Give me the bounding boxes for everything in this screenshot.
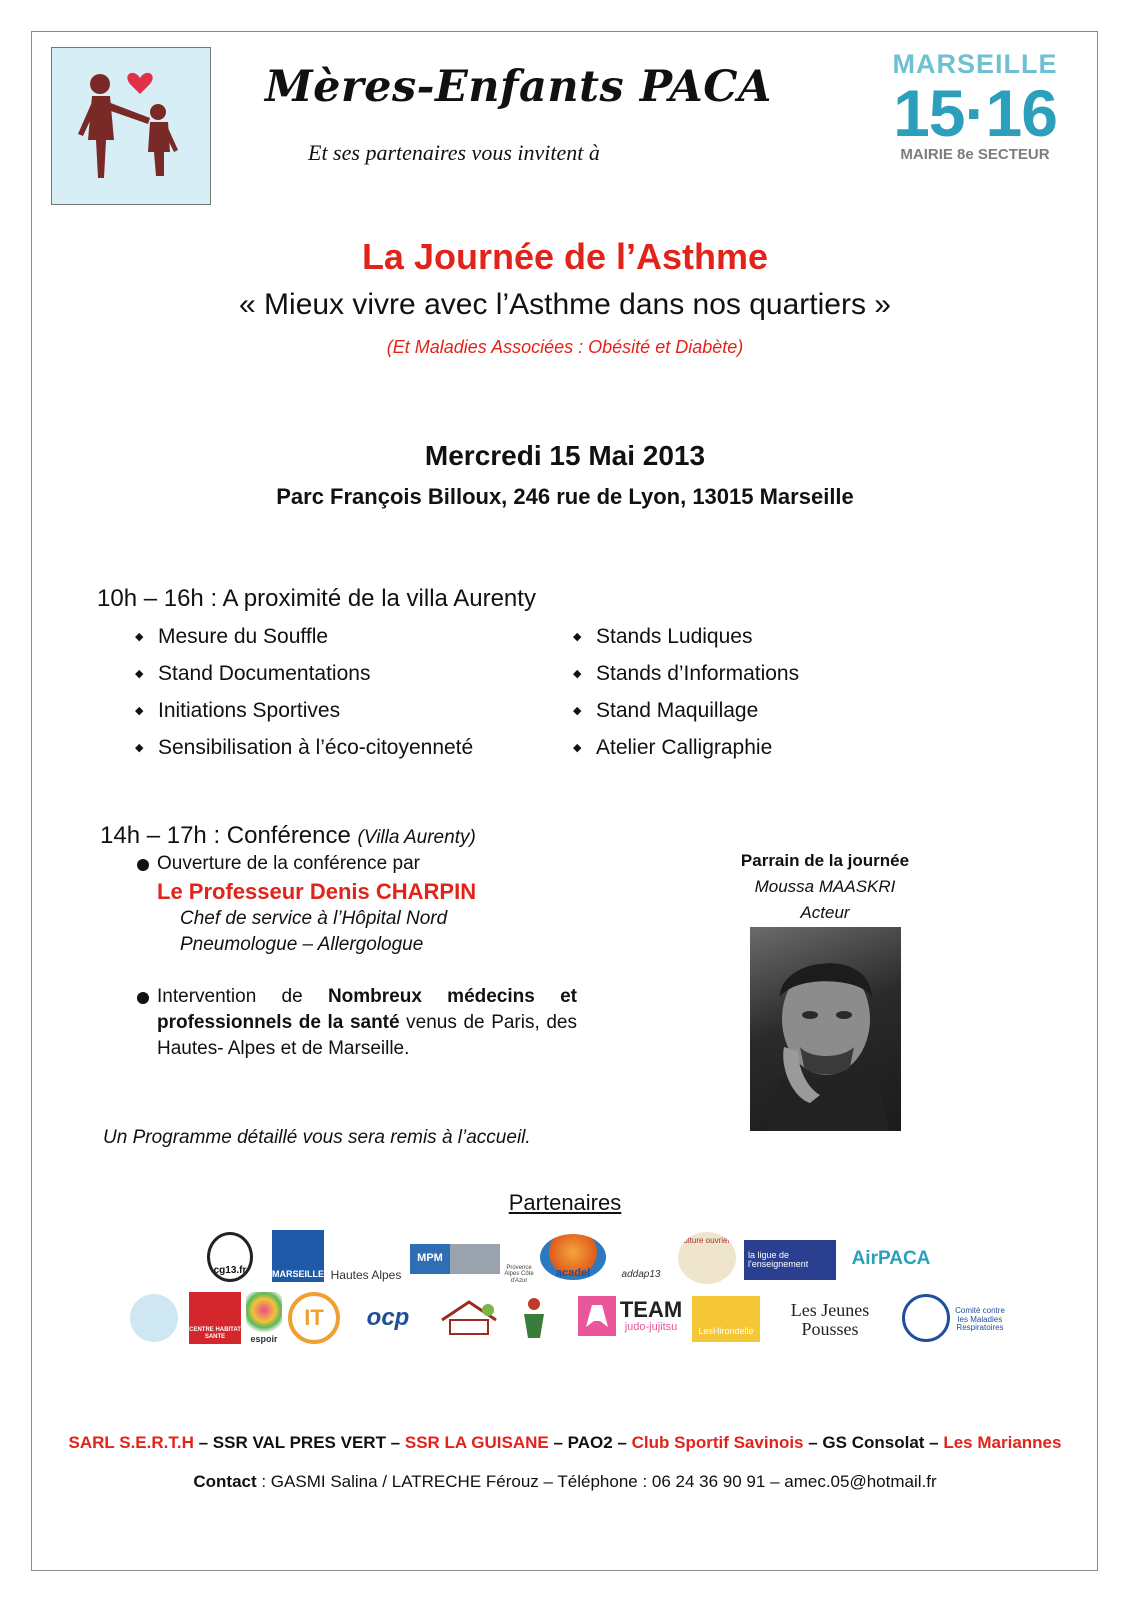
it-logo: IT: [288, 1292, 340, 1344]
mairie-number: 15·16: [893, 76, 1057, 150]
bullet-icon: [137, 859, 149, 871]
stands-right-list: [573, 620, 799, 768]
bullet-icon: [137, 992, 149, 1004]
stand-item: ◆ Atelier Calligraphie: [573, 731, 799, 768]
ap-logo: [130, 1294, 178, 1342]
acadel-logo: acadel: [540, 1234, 606, 1280]
conference-opening: Ouverture de la conférence par: [157, 853, 420, 874]
house-icon: [436, 1296, 502, 1340]
stand-item: ◆ Mesure du Souffle: [135, 620, 473, 657]
espoir-logo: espoir: [246, 1292, 282, 1344]
stand-item: ◆ Sensibilisation à l’éco-citoyenneté: [135, 731, 473, 768]
footer-partner: Club Sportif Savinois: [631, 1433, 804, 1452]
event-place: Parc François Billoux, 246 rue de Lyon, 13015 Marseille: [276, 484, 854, 509]
event-title: La Journée de l’Asthme: [361, 236, 769, 277]
footer-partner: SSR LA GUISANE: [404, 1433, 549, 1452]
stand-item: ◆ Stands Ludiques: [573, 620, 799, 657]
speaker-role-1: Chef de service à l’Hôpital Nord: [180, 908, 448, 929]
region-paca-logo: Provence Alpes Côte d'Azur: [504, 1265, 534, 1284]
ligue-enseignement-logo: la ligue de l'enseignement: [744, 1240, 836, 1280]
contact-text: : GASMI Salina / LATRECHE Férouz – Téléphone : 06 24 36 90 91 – amec.05@hotmail.fr: [256, 1472, 937, 1491]
parrain-photo: [750, 927, 901, 1131]
org-subtitle: Et ses partenaires vous invitent à: [308, 140, 600, 165]
intervention-pre: Intervention de: [157, 986, 328, 1007]
mpm-metropole-logo: [450, 1244, 500, 1274]
conference-heading: [100, 822, 476, 850]
figure-icon: [514, 1294, 554, 1342]
parrain-label: Parrain de la journée: [740, 851, 910, 870]
footer-partner: PAO2: [567, 1433, 613, 1452]
souffle-logo: Comité contre les Maladies Respiratoires: [955, 1306, 1005, 1333]
contact-line: [0, 1472, 1130, 1492]
footer-partner: GS Consolat: [822, 1433, 925, 1452]
stand-item: ◆ Stand Maquillage: [573, 694, 799, 731]
souffle-logo-circle: [902, 1294, 950, 1342]
cg13-logo: cg13.fr: [207, 1232, 253, 1282]
footer-sep: –: [924, 1433, 944, 1452]
footer-partners-line: [0, 1433, 1130, 1453]
footer-sep: –: [385, 1433, 405, 1452]
figure-logo: [514, 1294, 554, 1342]
stand-item: ◆ Initiations Sportives: [135, 694, 473, 731]
hirondelles-logo: LesHirondelle: [692, 1296, 760, 1342]
judo-icon: [582, 1301, 612, 1331]
habitat-sante-logo: CENTRE HABITAT SANTE: [189, 1292, 241, 1344]
parrain-name: Moussa MAASKRI: [754, 877, 896, 896]
meres-enfants-logo: [51, 47, 211, 205]
team-judo-icon: [578, 1296, 616, 1336]
event-date: Mercredi 15 Mai 2013: [424, 440, 706, 471]
maison-logo: [436, 1296, 502, 1340]
airpaca-logo: AirPACA: [851, 1248, 931, 1270]
contact-label: Contact: [193, 1472, 257, 1491]
conference-heading-text: 14h – 17h : Conférence: [100, 822, 351, 849]
footer-sep: –: [803, 1433, 823, 1452]
mairie-sector: MAIRIE 8e SECTEUR: [900, 146, 1050, 163]
footer-partner: Les Mariannes: [943, 1433, 1062, 1452]
mairie-city: MARSEILLE: [892, 49, 1058, 79]
ville-marseille-logo: MARSEILLE: [272, 1230, 324, 1282]
jeunes-pousses-logo: Les Jeunes Pousses: [790, 1300, 870, 1339]
portrait-image: [750, 927, 901, 1131]
speaker-name: Le Professeur Denis CHARPIN: [157, 879, 477, 904]
footer-partner: SARL S.E.R.T.H: [68, 1433, 194, 1452]
intervention-bold: Nombreux médecins et professionnels de la santé: [157, 986, 577, 1033]
hautes-alpes-logo: Hautes Alpes: [330, 1268, 402, 1282]
ocp-logo: ocp: [366, 1304, 410, 1332]
stands-left-list: [135, 620, 473, 768]
stand-item: ◆ Stand Documentations: [135, 657, 473, 694]
conference-place: (Villa Aurenty): [357, 827, 476, 848]
stand-item: ◆ Stands d’Informations: [573, 657, 799, 694]
morning-heading: 10h – 16h : A proximité de la villa Aurenty: [97, 585, 536, 612]
team-judo-logo: TEAM: [619, 1298, 683, 1322]
partners-title: Partenaires: [508, 1190, 622, 1215]
mairie-logo: [880, 49, 1070, 163]
programme-note: Un Programme détaillé vous sera remis à l’accueil.: [103, 1127, 531, 1148]
org-title: Mères-Enfants PACA: [265, 62, 772, 112]
parent-child-logo-icon: [52, 48, 210, 204]
intervention-text: [157, 984, 577, 1062]
event-subtitle: « Mieux vivre avec l’Asthme dans nos quartiers »: [239, 288, 891, 321]
addap13-logo: addap13: [621, 1268, 661, 1280]
footer-sep: –: [193, 1433, 213, 1452]
intervention-post: venus de Paris, des Hautes- Alpes et de Marseille.: [157, 1012, 577, 1059]
event-note: (Et Maladies Associées : Obésité et Diabète): [386, 337, 744, 357]
footer-partner: SSR VAL PRES VERT: [212, 1433, 386, 1452]
mpm-logo: MPM: [410, 1244, 450, 1274]
speaker-role-2: Pneumologue – Allergologue: [180, 934, 424, 955]
parrain-role: Acteur: [800, 903, 850, 922]
footer-sep: –: [612, 1433, 632, 1452]
judo-text: judo-jujitsu: [624, 1321, 678, 1334]
culture-ouvriere-logo: culture ouvrière: [678, 1232, 736, 1284]
footer-sep: –: [548, 1433, 568, 1452]
